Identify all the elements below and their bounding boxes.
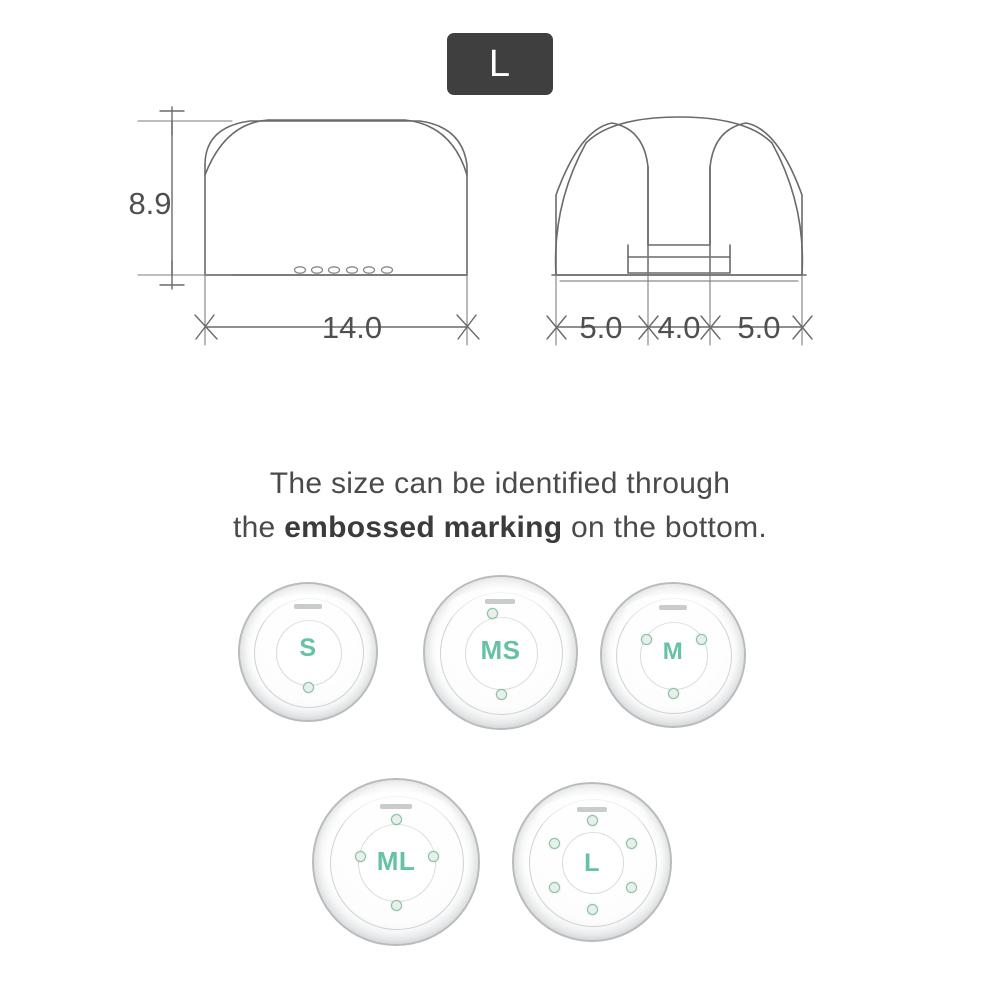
eartip-dot [668,688,679,699]
caption [0,462,1000,550]
front-view-outline [205,121,467,275]
caption-line-1: The size can be identified through [269,467,731,500]
size-badge [447,33,553,95]
eartip-dot [355,851,366,862]
eartip-label-ml: ML [376,846,416,876]
eartip-dot [587,904,598,915]
side-view-left-lobe [556,123,648,275]
eartip-dot [587,815,598,826]
front-view-width-label: 14.0 [321,310,383,345]
eartip-dot [391,900,402,911]
eartip-label-l: L [584,849,600,877]
side-view-left-label: 5.0 [579,310,623,345]
side-view-center-label: 4.0 [657,310,701,345]
caption-line-2-bold: embossed marking [284,511,563,544]
eartip-m [600,582,746,728]
eartip-dot [626,882,637,893]
eartip-ms [423,575,578,730]
eartip-dot [641,634,652,645]
eartip-label-m: M [662,638,684,665]
eartip-notch [659,605,687,610]
eartip-dot [626,838,637,849]
side-view-right-label: 5.0 [737,310,781,345]
caption-line-2-post: on the bottom. [562,511,768,544]
eartip-dot [428,851,439,862]
size-badge-label: L [488,43,512,85]
eartip-dot [696,634,707,645]
caption-line-2 [0,506,1000,550]
eartip-dot [549,882,560,893]
caption-line-2-pre: the [232,511,285,544]
eartip-dot [549,838,560,849]
front-view-height-label: 8.9 [128,186,172,221]
side-view-right-lobe [710,123,802,275]
eartip-notch [380,804,412,809]
eartip-dot [303,682,314,693]
eartip-notch [577,807,607,812]
technical-drawing [0,95,1000,375]
eartip-label-s: S [299,634,317,662]
eartip-notch [485,599,515,604]
eartip-ml [312,778,480,946]
eartip-dot [391,814,402,825]
eartip-s [238,582,378,722]
eartip-dot [496,689,507,700]
eartip-dot [487,608,498,619]
side-view-outline [556,117,803,275]
eartip-notch [294,604,322,609]
eartip-label-ms: MS [480,635,521,665]
eartip-l [512,782,672,942]
